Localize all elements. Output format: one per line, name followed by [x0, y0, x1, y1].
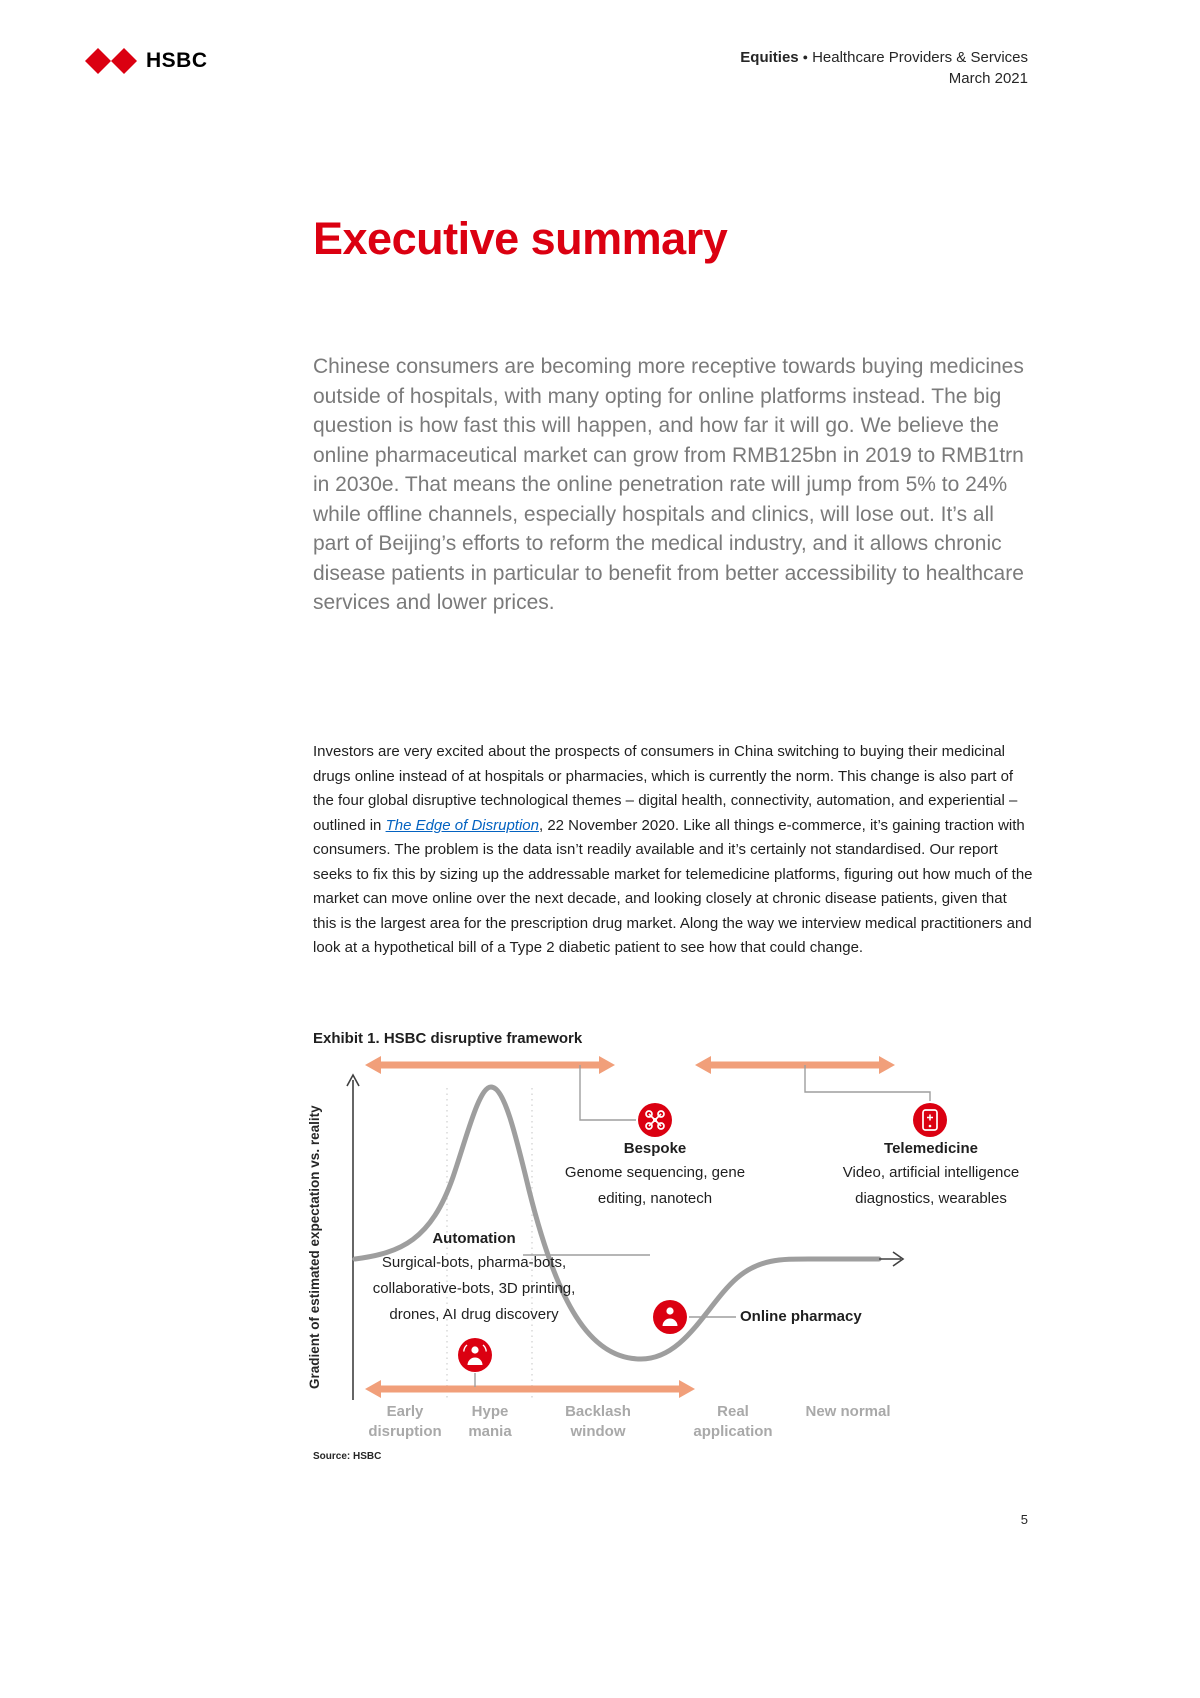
stage-label-real-application: Real application: [693, 1403, 773, 1440]
top-right-range-arrow-icon: [695, 1056, 895, 1074]
telemedicine-connector-line: [805, 1065, 930, 1101]
body-text-before-link: Investors are very excited about the prospects of consumers in China switching to buying their medicinal drugs online instead of at hospitals or pharmacies, which is currently the norm. This change is also part of the four global disruptive technological themes – digital health, connectivity, automation, and experiential – outlined in: [313, 743, 1018, 834]
exhibit-title: Exhibit 1. HSBC disruptive framework: [313, 1030, 583, 1047]
automation-title: Automation: [432, 1230, 516, 1247]
telemedicine-title: Telemedicine: [884, 1140, 978, 1157]
header-meta: [740, 47, 1028, 89]
bespoke-nanotech-icon: [638, 1103, 672, 1137]
telemedicine-desc: Video, artificial intelligence diagnostics, wearables: [842, 1164, 1020, 1207]
brand-name: HSBC: [146, 49, 208, 72]
bespoke-annotation: [560, 1138, 750, 1212]
online-pharmacy-label: Online pharmacy: [740, 1308, 862, 1325]
automation-desc: Surgical-bots, pharma-bots, collaborative-bots, 3D printing, drones, AI drug discovery: [372, 1254, 576, 1323]
stage-label-backlash-window: Backlash window: [565, 1403, 631, 1440]
hype-cycle-diagram: [307, 1052, 1035, 1452]
telemedicine-annotation: [825, 1138, 1037, 1212]
edge-of-disruption-link[interactable]: The Edge of Disruption: [385, 816, 539, 834]
body-text-after-link: , 22 November 2020. Like all things e-commerce, it’s gaining traction with consumers. The problem is the data isn’t readily available and it’s certainly not standardised. Our report seeks to fix this by sizing up the addressable market for telemedicine platforms, figuring out how much of the market can move online over the next decade, and looking closely at chronic disease patients, given that this is the largest area for the prescription drug market. Along the way we interview medical practitioners and look at a hypothetical bill of a Type 2 diabetic patient to see how that could change.: [313, 816, 1033, 956]
automation-annotation: [363, 1228, 585, 1328]
bespoke-desc: Genome sequencing, gene editing, nanotech: [564, 1164, 746, 1207]
top-left-range-arrow-icon: [365, 1056, 615, 1074]
stage-label-hype-mania: Hype mania: [468, 1403, 512, 1440]
bespoke-title: Bespoke: [623, 1140, 687, 1157]
source-note: Source: HSBC: [313, 1451, 382, 1462]
hsbc-logo: [85, 48, 208, 74]
telemedicine-phone-icon: [913, 1103, 947, 1137]
page-title: Executive summary: [313, 213, 728, 264]
page-number: 5: [1020, 1512, 1028, 1527]
header-sector: Healthcare Providers & Services: [812, 49, 1028, 66]
hsbc-hexagon-icon: [85, 48, 137, 74]
hype-mania-influencer-icon: [458, 1338, 492, 1372]
bullet-separator-icon: ●: [802, 52, 809, 62]
lead-paragraph: Chinese consumers are becoming more receptive towards buying medicines outside of hospitals, with many opting for online platforms instead. The big question is how fast this will happen, and how far it will go. We believe the online pharmaceutical market can grow from RMB125bn in 2019 to RMB1trn in 2030e. That means the online penetration rate will jump from 5% to 24% while offline channels, especially hospitals and clinics, will lose out. It’s all part of Beijing’s efforts to reform the medical industry, and it allows chronic disease patients in particular to benefit from better accessibility to healthcare services and lower prices.: [313, 355, 1024, 614]
header-line1: [740, 47, 1028, 68]
stage-label-new-normal: New normal: [805, 1403, 891, 1420]
bottom-range-arrow-icon: [365, 1380, 695, 1398]
y-axis-label: Gradient of estimated expectation vs. reality: [307, 1105, 322, 1389]
header-category: Equities: [740, 49, 799, 66]
online-pharmacy-icon: [653, 1300, 687, 1334]
header-date: March 2021: [948, 70, 1028, 87]
body-paragraph: [313, 740, 1033, 961]
bespoke-connector-line: [580, 1065, 636, 1120]
stage-label-early-disruption: Early disruption: [368, 1403, 442, 1440]
